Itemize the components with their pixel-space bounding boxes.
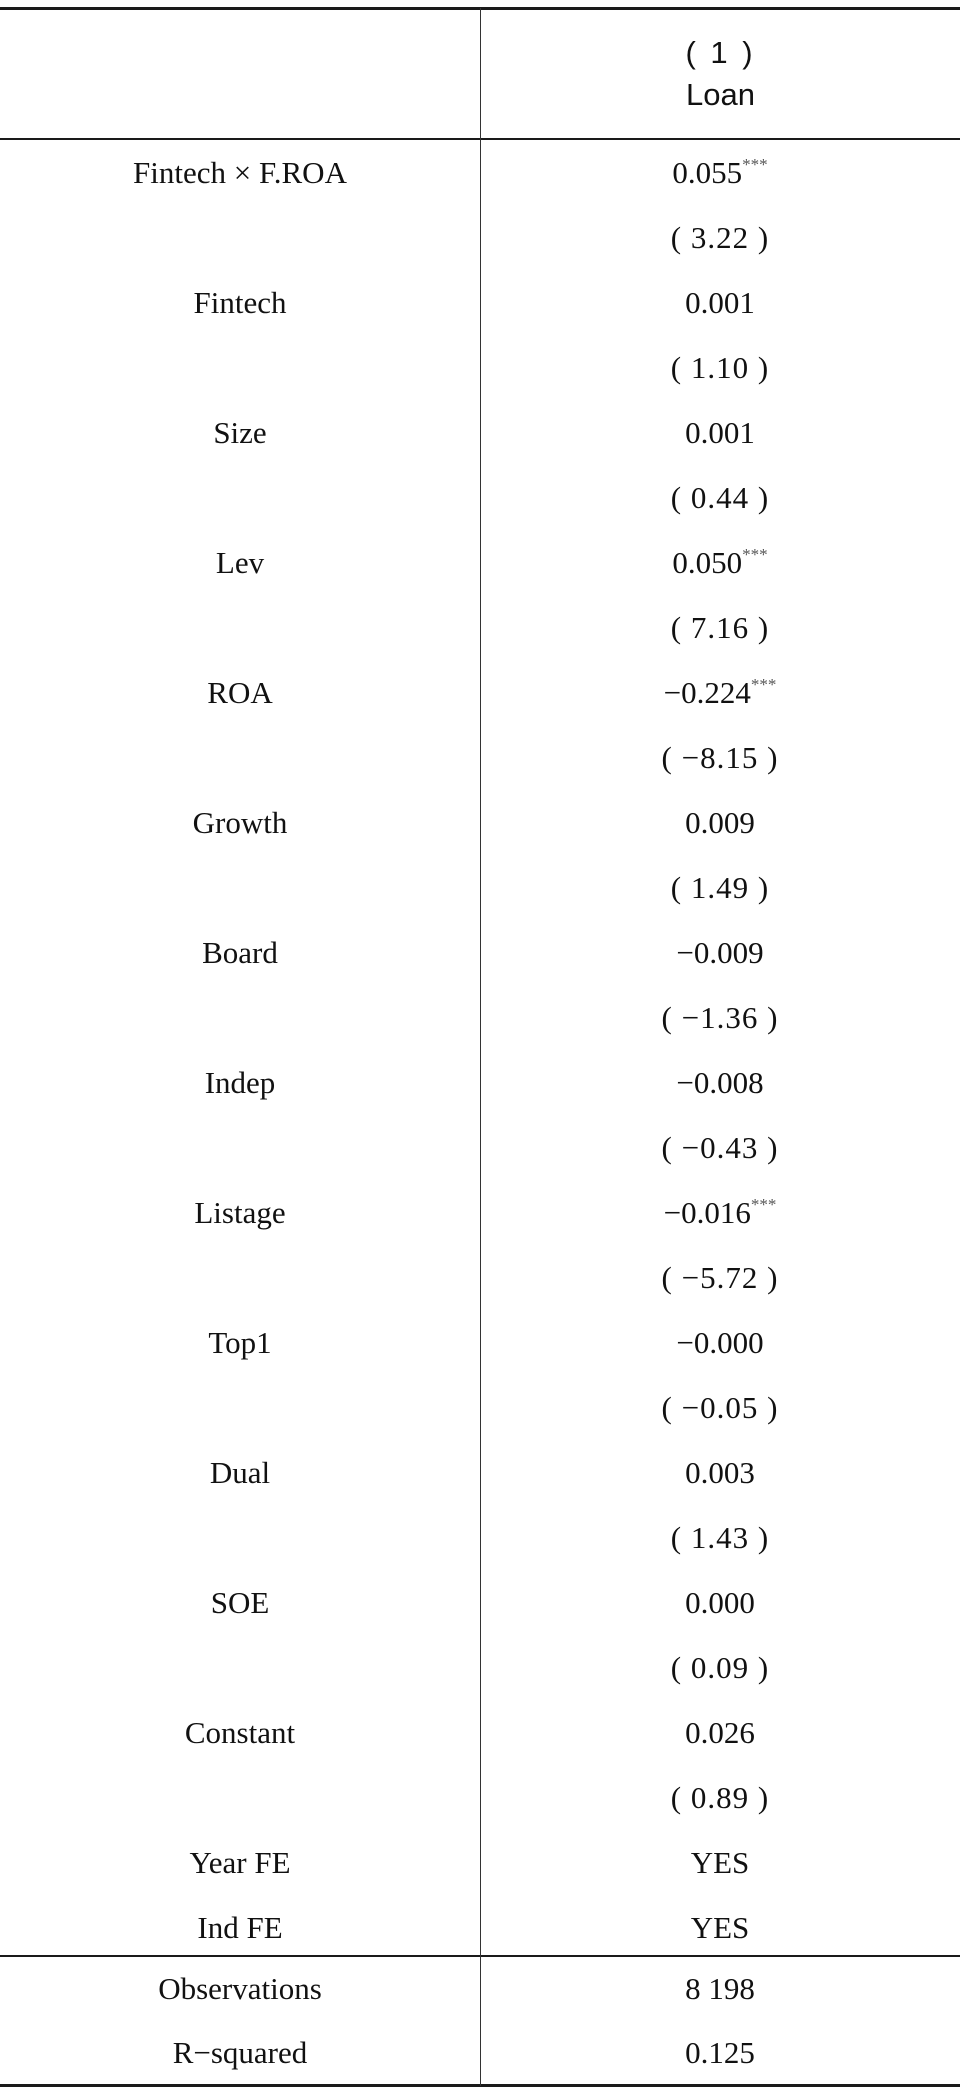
table-row bbox=[0, 985, 960, 1050]
t-statistic: ( 0.44 ) bbox=[670, 479, 770, 515]
table-row bbox=[0, 1635, 960, 1700]
stat-value: 0.125 bbox=[685, 2035, 755, 2070]
variable-label: Fintech × F.ROA bbox=[133, 154, 347, 190]
coefficient-value: 0.001 bbox=[685, 284, 755, 320]
table-row bbox=[0, 530, 960, 595]
table-row bbox=[0, 465, 960, 530]
significance-stars: *** bbox=[742, 544, 768, 564]
table-row bbox=[0, 1180, 960, 1245]
summary-stats bbox=[0, 1957, 960, 2085]
coefficient-cell bbox=[480, 545, 960, 581]
fixed-effect-value: YES bbox=[690, 1909, 750, 1945]
coefficient-cell bbox=[480, 675, 960, 711]
t-statistic: ( −0.43 ) bbox=[661, 1129, 779, 1165]
coefficient-value: −0.016 bbox=[663, 1194, 751, 1230]
coefficient-cell bbox=[480, 285, 960, 321]
fixed-effect-value: YES bbox=[690, 1844, 750, 1880]
table-body bbox=[0, 140, 960, 1960]
table-row bbox=[0, 855, 960, 920]
t-statistic: ( 7.16 ) bbox=[670, 609, 770, 645]
coefficient-value: 0.003 bbox=[685, 1454, 755, 1490]
table-row bbox=[0, 1050, 960, 1115]
coefficient-value: −0.009 bbox=[676, 934, 764, 970]
coefficient-value: −0.008 bbox=[676, 1064, 764, 1100]
t-statistic: ( −5.72 ) bbox=[661, 1259, 779, 1295]
table-row bbox=[0, 920, 960, 985]
table-row bbox=[0, 1505, 960, 1570]
stat-row bbox=[0, 2021, 960, 2085]
coefficient-value: 0.001 bbox=[685, 414, 755, 450]
table-row bbox=[0, 1115, 960, 1180]
coefficient-cell bbox=[480, 935, 960, 971]
coefficient-value: −0.000 bbox=[676, 1324, 764, 1360]
t-statistic: ( 1.49 ) bbox=[670, 869, 770, 905]
table-row bbox=[0, 270, 960, 335]
coefficient-cell bbox=[480, 1585, 960, 1621]
fixed-effect-label: Ind FE bbox=[197, 1909, 283, 1945]
stat-label: Observations bbox=[158, 1971, 322, 2006]
t-statistic: ( −1.36 ) bbox=[661, 999, 779, 1035]
variable-label: Fintech bbox=[193, 284, 287, 320]
table-row bbox=[0, 1245, 960, 1310]
fixed-effect-row bbox=[0, 1830, 960, 1895]
table-row bbox=[0, 335, 960, 400]
t-statistic: ( 0.89 ) bbox=[670, 1779, 770, 1815]
variable-label: Board bbox=[202, 934, 278, 970]
table-row bbox=[0, 140, 960, 205]
t-statistic: ( 0.09 ) bbox=[670, 1649, 770, 1685]
coefficient-cell bbox=[480, 1455, 960, 1491]
stat-value: 8 198 bbox=[685, 1971, 755, 2006]
coefficient-cell bbox=[480, 1065, 960, 1101]
table-row bbox=[0, 595, 960, 660]
t-statistic: ( −0.05 ) bbox=[661, 1389, 779, 1425]
variable-label: Top1 bbox=[208, 1324, 272, 1360]
column-name: Loan bbox=[686, 77, 755, 112]
variable-label: Dual bbox=[209, 1454, 271, 1490]
coefficient-value: 0.009 bbox=[685, 804, 755, 840]
coefficient-value: 0.050 bbox=[672, 544, 743, 580]
table-row bbox=[0, 1375, 960, 1440]
significance-stars: *** bbox=[750, 1194, 777, 1214]
coefficient-cell bbox=[480, 155, 960, 191]
table-row bbox=[0, 1310, 960, 1375]
fixed-effect-label: Year FE bbox=[189, 1844, 291, 1880]
variable-label: Lev bbox=[215, 544, 265, 580]
t-statistic: ( 3.22 ) bbox=[670, 219, 770, 255]
table-row bbox=[0, 1570, 960, 1635]
t-statistic: ( 1.10 ) bbox=[670, 349, 770, 385]
table-row bbox=[0, 1765, 960, 1830]
coefficient-value: 0.026 bbox=[685, 1714, 755, 1750]
table-row bbox=[0, 725, 960, 790]
coefficient-value: 0.055 bbox=[672, 154, 743, 190]
variable-label: Indep bbox=[204, 1064, 276, 1100]
table-row bbox=[0, 1700, 960, 1765]
significance-stars: *** bbox=[742, 154, 768, 174]
stat-row bbox=[0, 1957, 960, 2021]
table-row bbox=[0, 1440, 960, 1505]
variable-label: ROA bbox=[207, 674, 273, 710]
coefficient-value: −0.224 bbox=[663, 674, 751, 710]
t-statistic: ( 1.43 ) bbox=[670, 1519, 770, 1555]
variable-label: Size bbox=[213, 414, 267, 450]
variable-label: SOE bbox=[210, 1584, 270, 1620]
coefficient-cell bbox=[480, 415, 960, 451]
fixed-effect-row bbox=[0, 1895, 960, 1960]
t-statistic: ( −8.15 ) bbox=[661, 739, 779, 775]
table-row bbox=[0, 660, 960, 725]
variable-label: Growth bbox=[192, 804, 288, 840]
coefficient-cell bbox=[480, 1325, 960, 1361]
coefficient-cell bbox=[480, 805, 960, 841]
coefficient-cell bbox=[480, 1195, 960, 1231]
table-row bbox=[0, 400, 960, 465]
stat-label: R−squared bbox=[172, 2035, 308, 2070]
column-number: ( 1 ) bbox=[685, 35, 756, 70]
column-header bbox=[481, 10, 960, 138]
variable-label: Constant bbox=[184, 1714, 296, 1750]
table-row bbox=[0, 205, 960, 270]
coefficient-cell bbox=[480, 1715, 960, 1751]
significance-stars: *** bbox=[750, 674, 777, 694]
coefficient-value: 0.000 bbox=[685, 1584, 755, 1620]
table-row bbox=[0, 790, 960, 855]
variable-label: Listage bbox=[194, 1194, 286, 1230]
